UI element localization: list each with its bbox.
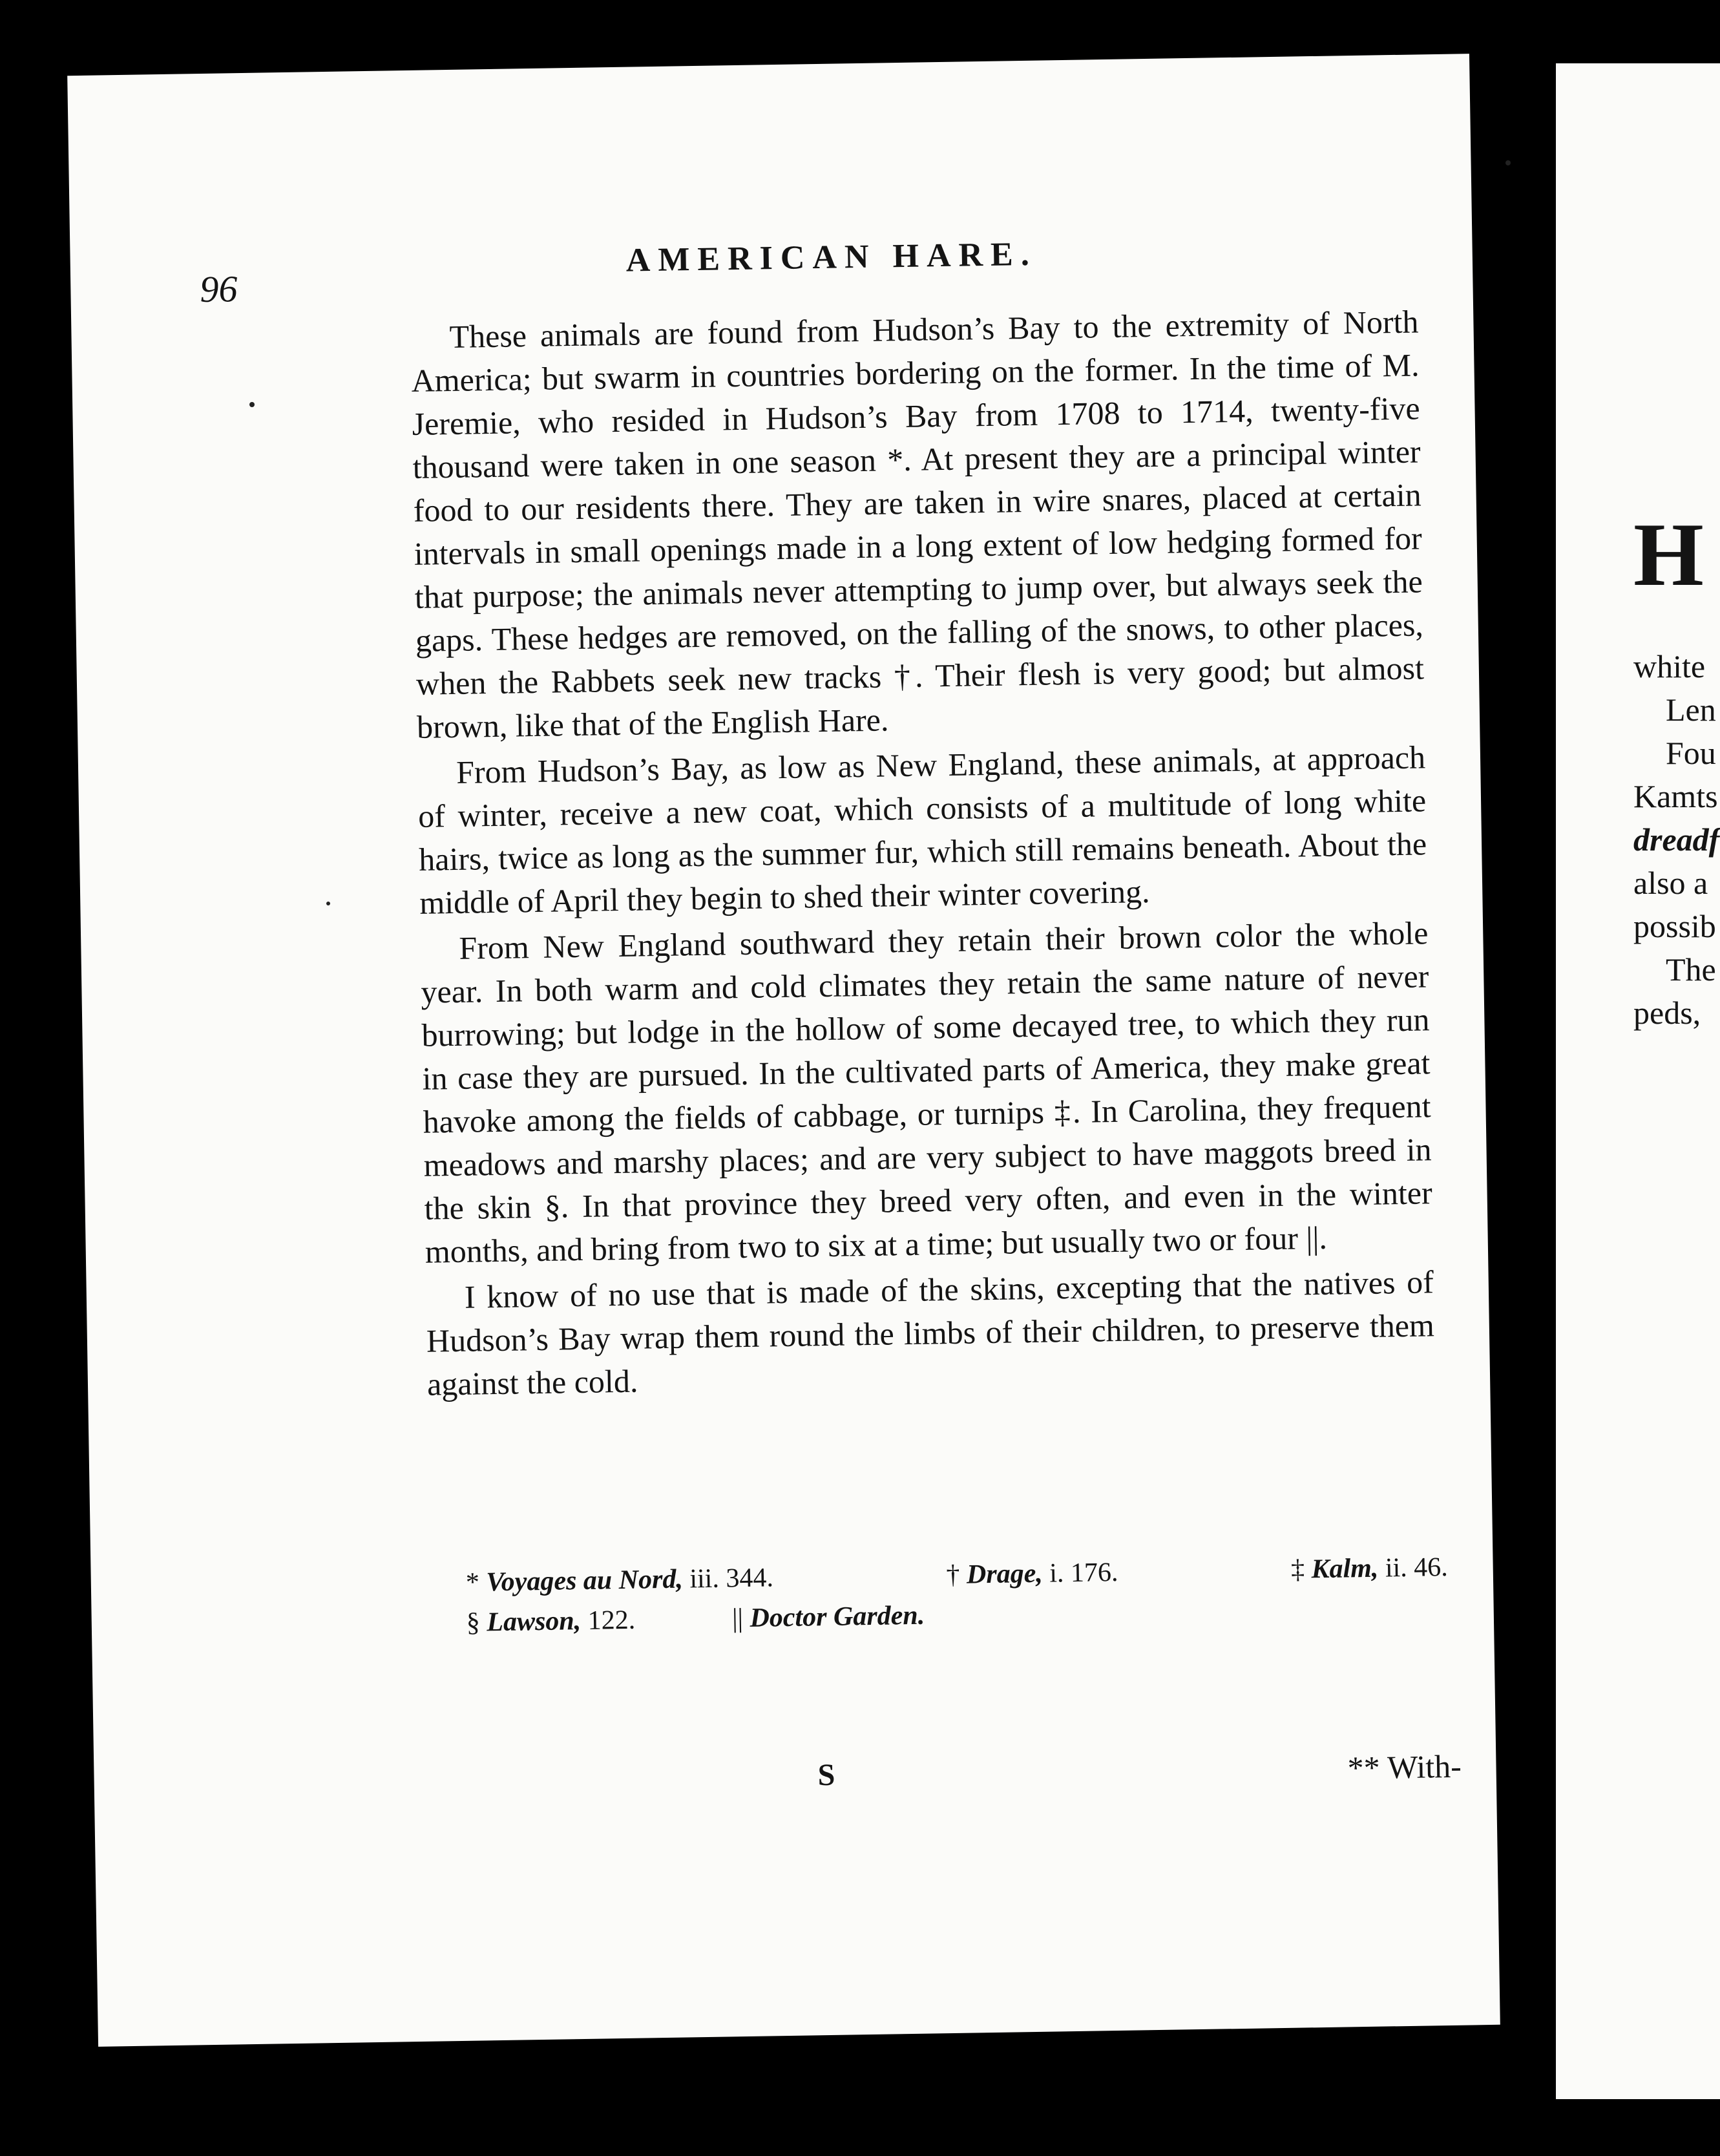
text-fragment: Fou bbox=[1666, 735, 1716, 771]
footnote-ref: i. 176. bbox=[1049, 1557, 1118, 1589]
ink-speck bbox=[1505, 160, 1511, 165]
text-fragment: Kamts bbox=[1633, 778, 1718, 814]
footnote bbox=[466, 1600, 635, 1643]
footnote-mark: † bbox=[946, 1559, 960, 1591]
footnote-source: Kalm, bbox=[1311, 1553, 1379, 1585]
footnote-mark: § bbox=[466, 1607, 481, 1638]
page-number: 96 bbox=[199, 268, 238, 311]
footnotes bbox=[465, 1547, 1449, 1643]
footnote-ref: iii. 344. bbox=[689, 1563, 774, 1594]
footnote-mark: || bbox=[731, 1603, 744, 1634]
text-fragment: peds, bbox=[1633, 995, 1701, 1031]
facing-page-text bbox=[1633, 645, 1719, 1035]
drop-cap-initial: H bbox=[1633, 505, 1704, 605]
paragraph: From New England southward they retain their brown color the whole year. In both warm and cold climates they retain the same nature of never burrowing; but lodge in the hollow of some decayed tree, to which they run in case they are pursued. In the cultivated parts of America, they make great havoke among the fields of cabbage, or turnips ‡. In Carolina, they frequent meadows and marshy places; and are very subject to have maggots breed in the skin §. In that province they breed very often, and even in the winter months, and bring from two to six at a time; but usually two or four ||. bbox=[421, 914, 1433, 1270]
text-fragment: white bbox=[1633, 648, 1706, 684]
footnote-source: Doctor Garden. bbox=[750, 1600, 925, 1633]
paragraph: These animals are found from Hudson’s Bay to the extremity of North America; but swarm in countries bordering on the former. In the time of M. Jeremie, who resided in Hudson’s Bay from 1708 to 1714, twenty-five thousand were taken in one season *. At present they are a principal winter food to our residents there. They are taken in wire snares, placed at certain intervals in small openings made in a long extent of low hedging formed for that purpose; the animals never attempting to jump over, but always seek the gaps. These hedges are removed, on the falling of the snows, to other places, when the Rabbets seek new tracks †. Their flesh is very good; but almost brown, like that of the English Hare. bbox=[411, 303, 1425, 745]
signature-mark: S bbox=[817, 1757, 835, 1793]
text-fragment: The bbox=[1666, 951, 1716, 988]
footnote-mark: ‡ bbox=[1290, 1554, 1305, 1585]
text-fragment: also a bbox=[1633, 865, 1708, 901]
footnote-mark: * bbox=[465, 1567, 480, 1598]
footnote bbox=[732, 1596, 925, 1639]
running-head: AMERICAN HARE. bbox=[625, 235, 1038, 279]
footnote-ref: ii. 46. bbox=[1385, 1552, 1449, 1583]
paragraph: I know of no use that is made of the skins, excepting that the natives of Hudson’s Bay wrap them round the limbs of their children, to preserve them against the cold. bbox=[426, 1263, 1435, 1402]
ink-speck bbox=[326, 902, 330, 905]
ink-speck bbox=[249, 402, 255, 407]
footnote bbox=[946, 1552, 1118, 1595]
text-fragment: possib bbox=[1633, 908, 1716, 944]
catchword: ** With- bbox=[1347, 1748, 1462, 1786]
text-fragment: dreadf bbox=[1633, 821, 1720, 858]
facing-page-fragment bbox=[1556, 63, 1720, 2099]
body-text bbox=[410, 300, 1435, 1406]
paragraph: From Hudson’s Bay, as low as New England, these animals, at approach of winter, receive a new coat, which consists of a multitude of long white hairs, twice as long as the summer fur, which still remains beneath. About the middle of April they begin to shed their winter covering. bbox=[417, 739, 1427, 921]
footnote-source: Drage, bbox=[966, 1558, 1044, 1590]
footnote bbox=[1291, 1547, 1449, 1590]
text-fragment: Len bbox=[1666, 692, 1716, 728]
book-page bbox=[67, 54, 1500, 2047]
footnote bbox=[465, 1558, 773, 1602]
footnote-ref: 122. bbox=[587, 1605, 636, 1636]
footnote-source: Voyages au Nord, bbox=[486, 1564, 684, 1598]
footnote-source: Lawson, bbox=[486, 1606, 582, 1638]
